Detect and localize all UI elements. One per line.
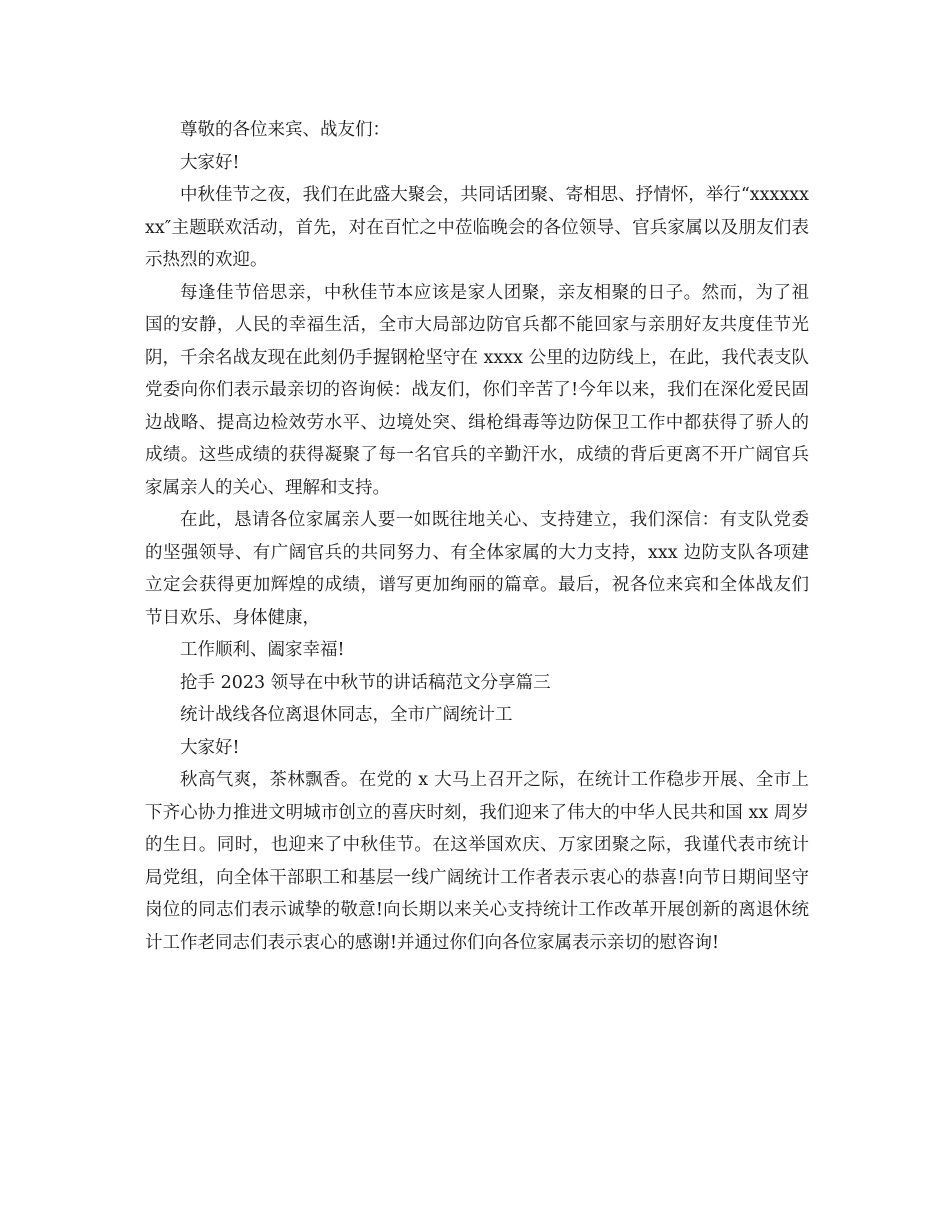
- salutation: 统计战线各位离退休同志，全市广阔统计工: [180, 705, 513, 725]
- greeting: 大家好!: [180, 737, 240, 758]
- greeting: 大家好!: [180, 152, 240, 173]
- paragraph: 在此，恳请各位家属亲人要一如既往地关心、支持建立，我们深信：有支队党委的坚强领导、有广阔官兵的共同努力、有全体家属的大力支持，xxx 边防支队各项建立定会获得更加辉煌的成绩，谱写更加绚丽的篇章。最后，祝各位来宾和全体战友们节日欢乐、身体健康，: [145, 510, 809, 628]
- paragraph: 秋高气爽，茶林飘香。在党的 x 大马上召开之际，在统计工作稳步开展、全市上下齐心协力推进文明城市创立的喜庆时刻，我们迎来了伟大的中华人民共和国 xx 周岁的生日。同时，也迎来了中秋佳节。在这举国欢庆、万家团聚之际，我谨代表市统计局党组，向全体干部职工和基层一线广阔统计工作者表示衷心的恭喜!向节日期间坚守岗位的同志们表示诚挚的敬意!向长期以来关心支持统计工作改革开展创新的离退休统计工作老同志们表示衷心的感谢!并通过你们向各位家属表示亲切的慰咨询!: [145, 770, 809, 953]
- closing-line: 工作顺利、阖家幸福!: [180, 640, 345, 660]
- paragraph: 每逢佳节倍思亲，中秋佳节本应该是家人团聚，亲友相聚的日子。然而，为了祖国的安静，人民的幸福生活，全市大局部边防官兵都不能回家与亲朋好友共度佳节光阴，千余名战友现在此刻仍手握钢枪坚守在 xxxx 公里的边防线上，在此，我代表支队党委向你们表示最亲切的咨询候：战友们，你们辛苦了!今年以来，我们在深化爱民固边战略、提高边检效劳水平、边境处突、缉枪缉毒等边防保卫工作中都获得了骄人的成绩。这些成绩的获得凝聚了每一名官兵的辛勤汗水，成绩的背后更离不开广阔官兵家属亲人的关心、理解和支持。: [145, 282, 809, 498]
- paragraph: 中秋佳节之夜，我们在此盛大聚会，共同话团聚、寄相思、抒情怀，举行“xxxxxxxx″主题联欢活动，首先，对在百忙之中莅临晚会的各位领导、官兵家属以及朋友们表示热烈的欢迎。: [145, 185, 809, 270]
- document-body: [145, 114, 809, 959]
- section-title: 抢手 2023 领导在中秋节的讲话稿范文分享篇三: [180, 672, 551, 693]
- salutation: 尊敬的各位来宾、战友们：: [180, 120, 390, 140]
